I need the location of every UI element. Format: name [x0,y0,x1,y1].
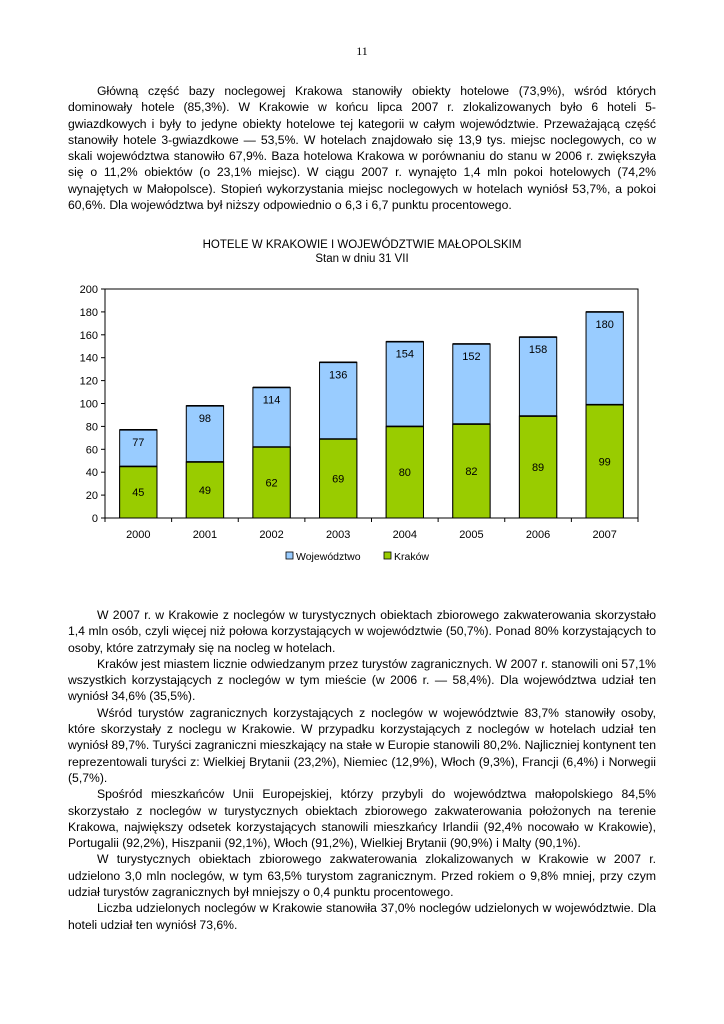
plot-frame [105,289,638,518]
y-tick-label: 120 [79,375,98,388]
x-tick-label: 2001 [192,529,218,541]
data-label-krakow: 69 [332,473,345,486]
paragraph: W turystycznych obiektach zbiorowego zakwaterowania zlokalizowanych w Krakowie w 2007 r. udzielono 3,0 mln noclegów, w tym 63,5% turystom zagranicznym. Przed rokiem o 9,8% mniej, przy czym udział turystów zagranicznych był mniejszy o 0,4 punktu procentowego. [68,852,656,900]
data-label-krakow: 99 [598,456,611,469]
paragraph: Kraków jest miastem licznie odwiedzanym przez turystów zagranicznych. W 2007 r. stanowili oni 57,1% wszystkich korzystających z noclegów w tym mieście (w 2006 r. — 58,4%). Dla województwa udział ten wyniósł 34,6% (35,5%). [68,656,656,704]
x-tick-label: 2005 [459,529,484,541]
data-label-wojewodztwo: 136 [329,369,348,382]
y-tick-label: 80 [85,421,98,434]
legend-label: Kraków [394,551,430,563]
paragraph: Liczba udzielonych noclegów w Krakowie stanowiła 37,0% noclegów udzielonych w województwie. Dla hoteli udział ten wyniósł 73,6%. [68,901,656,932]
hotels-chart [68,232,656,572]
legend-swatch [384,552,391,559]
data-label-wojewodztwo: 152 [462,350,481,363]
data-label-wojewodztwo: 154 [395,348,414,361]
y-tick-label: 200 [79,284,98,296]
paragraph: Spośród mieszkańców Unii Europejskiej, którzy przybyli do województwa małopolskiego 84,5% skorzystało z noclegów w turystycznych obiektach zbiorowego zakwaterowania położonych na terenie Krakowa, największy odsetek korzystających stanowili mieszkańcy Irlandii (92,4% nocowało w Krakowie), Portugalii (92,2%), Hiszpanii (92,1%), Włoch (91,2%), Wielkiej Brytanii (90,9%) i Malty (90,1%). [68,787,656,851]
x-tick-label: 2002 [259,529,284,541]
data-label-wojewodztwo: 180 [595,318,614,331]
chart-legend [286,551,429,563]
chart-title: HOTELE W KRAKOWIE I WOJEWÓDZTWIE MAŁOPOLSKIM [202,239,522,251]
body-text [68,607,656,933]
data-label-krakow: 62 [265,477,278,490]
paragraph: Wśród turystów zagranicznych korzystających z noclegów w województwie 83,7% stanowiły osoby, które skorzystały z noclegu w Krakowie. W przypadku korzystających z noclegów w hotelach udział ten wyniósł 89,7%. Turyści zagraniczni mieszkający na stałe w Europie stanowili 80,2%. Najliczniej kontynent ten reprezentowali turyści z: Wielkiej Brytanii (23,2%), Niemiec (12,9%), Włoch (9,3%), Francji (6,4%) i Norwegii (5,7%). [68,705,656,785]
y-tick-label: 180 [79,306,98,319]
plot-area [80,284,638,541]
data-label-wojewodztwo: 158 [528,344,548,357]
data-label-krakow: 49 [198,484,212,497]
legend-swatch [286,552,293,559]
data-label-krakow: 89 [531,462,545,475]
paragraph: W 2007 r. w Krakowie z noclegów w turystycznych obiektach zbiorowego zakwaterowania skorzystało 1,4 mln osób, czyli więcej niż połowa korzystających w województwie (50,7%). Ponad 80% korzystających to osoby, które zatrzymały się na nocleg w hotelach. [68,608,656,655]
data-label-krakow: 45 [132,487,145,500]
y-tick-label: 40 [85,467,98,480]
x-tick-label: 2006 [525,529,551,541]
y-tick-label: 140 [79,352,98,365]
x-tick-label: 2000 [126,529,151,541]
data-label-krakow: 80 [398,467,411,480]
x-tick-label: 2004 [392,529,418,541]
data-label-wojewodztwo: 77 [132,436,145,449]
paragraph: Główną część bazy noclegowej Krakowa stanowiły obiekty hotelowe (73,9%), wśród których dominowały hotele (85,3%). W Krakowie w końcu lipca 2007 r. zlokalizowanych było 6 hoteli 5-gwiazdkowych i były to jedyne obiekty hotelowe tej kategorii w całym województwie. Przeważającą część stanowiły hotele 3-gwiazdkowe — 53,5%. W hotelach znajdowało się 13,9 tys. miejsc noclegowych, co w skali województwa stanowiło 67,9%. Baza hotelowa Krakowa w porównaniu do stanu w 2006 r. zwiększyła się o 11,2% obiektów (o 23,1% miejsc). W ciągu 2007 r. wynajęto 1,4 mln pokoi hotelowych (74,2% wynajętych w Małopolsce). Stopień wykorzystania miejsc noclegowych w hotelach wyniósł 53,7%, a pokoi 60,6%. Dla województwa był niższy odpowiednio o 6,3 i 6,7 punktu procentowego. [68,84,656,213]
data-label-krakow: 82 [465,466,478,479]
y-tick-label: 160 [79,329,98,342]
y-tick-label: 20 [85,490,98,503]
legend-label: Województwo [296,551,361,563]
intro-text [68,83,656,213]
data-label-wojewodztwo: 114 [262,394,281,407]
page-number: 11 [356,44,368,58]
y-tick-label: 0 [91,513,98,525]
chart-subtitle: Stan w dniu 31 VII [315,253,409,265]
hotels-bar-chart [68,232,656,572]
x-tick-label: 2007 [592,529,617,541]
y-tick-label: 100 [79,398,98,411]
data-label-wojewodztwo: 98 [198,412,212,425]
x-tick-label: 2003 [325,529,351,541]
y-tick-label: 60 [85,444,98,457]
